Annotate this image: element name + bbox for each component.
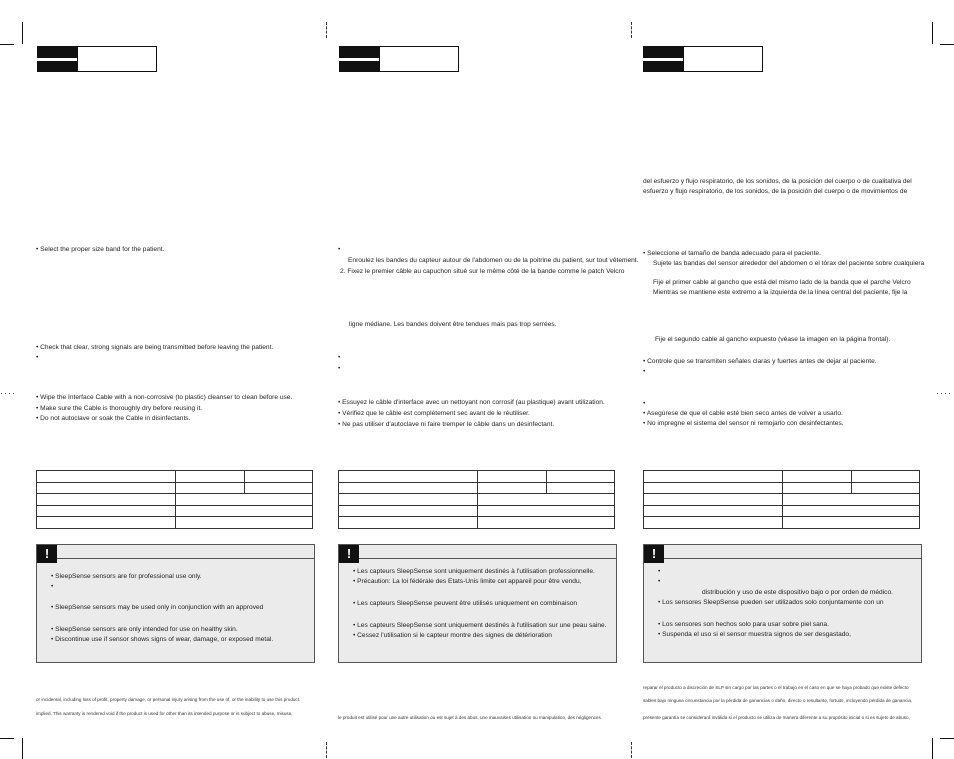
spec-table (643, 470, 920, 529)
crop-mark (22, 22, 23, 44)
warranty-line: le produit est utilisé pour une autre utilisation ou est sujet à des abus, une mauvaises utilisation ou manipulation, des négligences (338, 715, 601, 720)
instruction-line: 2. Fixez le premier câble au capuchon situé sur le même côté de la bande comme le patch Velcro (340, 268, 625, 275)
crop-mark (932, 22, 933, 44)
cleaning-line: • (643, 400, 646, 407)
warranty-line: sables bajo ninguna circunstancia por la pérdida de ganancias o daño, directo o resultante, fortuito, incluyendo pérdida de ganancia, (643, 698, 913, 703)
instruction-line: Mientras se mantiene este extremo a la izquierda de la línea central del paciente, fije la (653, 289, 908, 296)
spec-table (36, 470, 313, 529)
instruction-line: Enroulez les bandes du capteur autour de l'abdomen ou de la poitrine du patient, sur tout vêtement. (348, 257, 639, 264)
cleaning-line: • Make sure the Cable is thoroughly dry before reusing it. (36, 405, 203, 412)
instruction-line: • Controle que se transmiten señales claras y fuertes antes de dejar al paciente. (643, 358, 877, 365)
warning-line: • Los sensores son hechos solo para usar sobre piel sana. (658, 621, 829, 628)
crop-mark (940, 738, 954, 739)
instruction-line: Fije el primer cable al gancho que está del mismo lado de la banda que el parche Velcro (653, 279, 911, 286)
warning-box (338, 544, 617, 663)
warning-icon: ! (644, 545, 664, 563)
warning-icon: ! (37, 545, 57, 563)
warning-header (644, 545, 921, 559)
warning-line: • Los sensores SleepSense pueden ser utilizados solo conjuntamente con un (658, 599, 884, 606)
warning-line: • SleepSense sensors may be used only in conjunction with an approved (51, 604, 264, 611)
cleaning-line: • Essuyez le câble d'interface avec un nettoyant non corrosif (au plastique) avant utilization. (338, 399, 605, 406)
logo-box (379, 46, 459, 72)
cleaning-line: • Asegúrese de que el cable esté bien seco antes de volver a usarlo. (643, 410, 843, 417)
header-logo (37, 46, 156, 72)
warranty-line: implied. This warranty is rendered void if the product is used for other than its intended purpose or is subject to abuse, misuse, (36, 711, 293, 716)
warning-line: • Suspenda el uso si el sensor muestra signos de ser desgastado, (658, 631, 851, 638)
warning-line: • (658, 578, 661, 585)
instruction-line: • Check that clear, strong signals are being transmitted before leaving the patient. (36, 344, 274, 351)
fold-dots: ···· (936, 388, 952, 398)
warning-line: • SleepSense sensors are for professional use only. (51, 573, 202, 580)
warning-line: • Précaution: La loi fédérale des Etats-Unis limite cet appareil pour être vendu, (353, 578, 582, 585)
instruction-line: • Select the proper size band for the patient. (36, 246, 165, 253)
instruction-line: • (338, 246, 341, 253)
header-logo (339, 46, 458, 72)
logo-box (683, 46, 763, 72)
instruction-line: Fije el segundo cable al gancho expuesto (véase la imagen en la página frontal). (655, 336, 891, 343)
cleaning-line: • Wipe the Interface Cable with a non-corrosive (to plastic) cleanser to clean before use. (36, 394, 293, 401)
warning-line: • Les capteurs SleepSense peuvent être utilisés uniquement en combinaison (353, 600, 578, 607)
intro-line: del esfuerzo y flujo respiratorio, de los sonidos, de la posición del cuerpo o de cualitativa del (643, 178, 912, 185)
instruction-line: Sujete las bandas del sensor alrededor del abdomen o el tórax del paciente sobre cualquiera (653, 260, 925, 267)
header-logo (643, 46, 762, 72)
warranty-line: reparar el producto a discreción de SLP sin cargo por las partes o el trabajo en el caso en que se haya probado que existe defecto (643, 685, 909, 690)
crop-mark (0, 738, 14, 739)
warning-line: distribución y uso de este dispositivo bajo o por orden de médico. (702, 589, 893, 596)
instruction-line: • (338, 354, 341, 361)
fold-mark (631, 742, 632, 758)
warranty-line: or incidental, including loss of profit, property damage, or personal injury arising from the use of, or the inability to use this product. (36, 697, 301, 702)
instruction-line: • (36, 354, 39, 361)
warning-line: • Les capteurs SleepSense sont uniquement destinés à l'utilisation professionnelle. (353, 568, 595, 575)
warning-header (37, 545, 314, 559)
crop-mark (940, 44, 954, 45)
warranty-line: presente garantía se considerará inválida si el producto se utiliza de manera diferente a su propósito inicial o si es sujeto de abuso, (643, 715, 910, 720)
fold-mark (631, 22, 632, 38)
cleaning-line: • Vérifiez que le câble est complètement sec avant de le réutiliser. (338, 410, 530, 417)
logo-box (77, 46, 157, 72)
warning-line: • Les capteurs SleepSense sont uniquement destinés à l'utilisation sur une peau saine. (353, 622, 607, 629)
fold-dots: ···· (0, 388, 16, 398)
warning-line: • Discontinue use if sensor shows signs of wear, damage, or exposed metal. (51, 636, 274, 643)
spec-table (338, 470, 615, 529)
warning-line: • (51, 583, 54, 590)
warning-box (643, 544, 922, 663)
warning-line: • SleepSense sensors are only intended for use on healthy skin. (51, 626, 238, 633)
crop-mark (0, 44, 14, 45)
warning-line: • Cessez l'utilisation si le capteur montre des signes de détérioration (353, 632, 552, 639)
fold-mark (326, 742, 327, 758)
cleaning-line: • Ne pas utiliser d'autoclave ni faire tremper le câble dans un désinfectant. (338, 421, 555, 428)
cleaning-line: • Do not autoclave or soak the Cable in disinfectants. (36, 415, 191, 422)
warning-header (339, 545, 616, 559)
crop-mark (932, 738, 933, 759)
intro-line: esfuerzo y flujo respiratorio, de los sonidos, de la posición del cuerpo o de movimientos de (643, 188, 908, 195)
warning-icon: ! (339, 545, 359, 563)
warning-box (36, 544, 315, 663)
instruction-line: • (338, 365, 341, 372)
crop-mark (22, 738, 23, 759)
instruction-line: ligne médiane. Les bandes doivent être tendues mais pas trop serrées. (349, 321, 557, 328)
fold-mark (326, 22, 327, 38)
instruction-line: • (643, 368, 646, 375)
instruction-line: • Seleccione el tamaño de banda adecuado para el paciente. (643, 250, 821, 257)
cleaning-line: • No impregne el sistema del sensor ni remojarlo con desinfectantes. (643, 420, 844, 427)
warning-line: • (658, 568, 661, 575)
